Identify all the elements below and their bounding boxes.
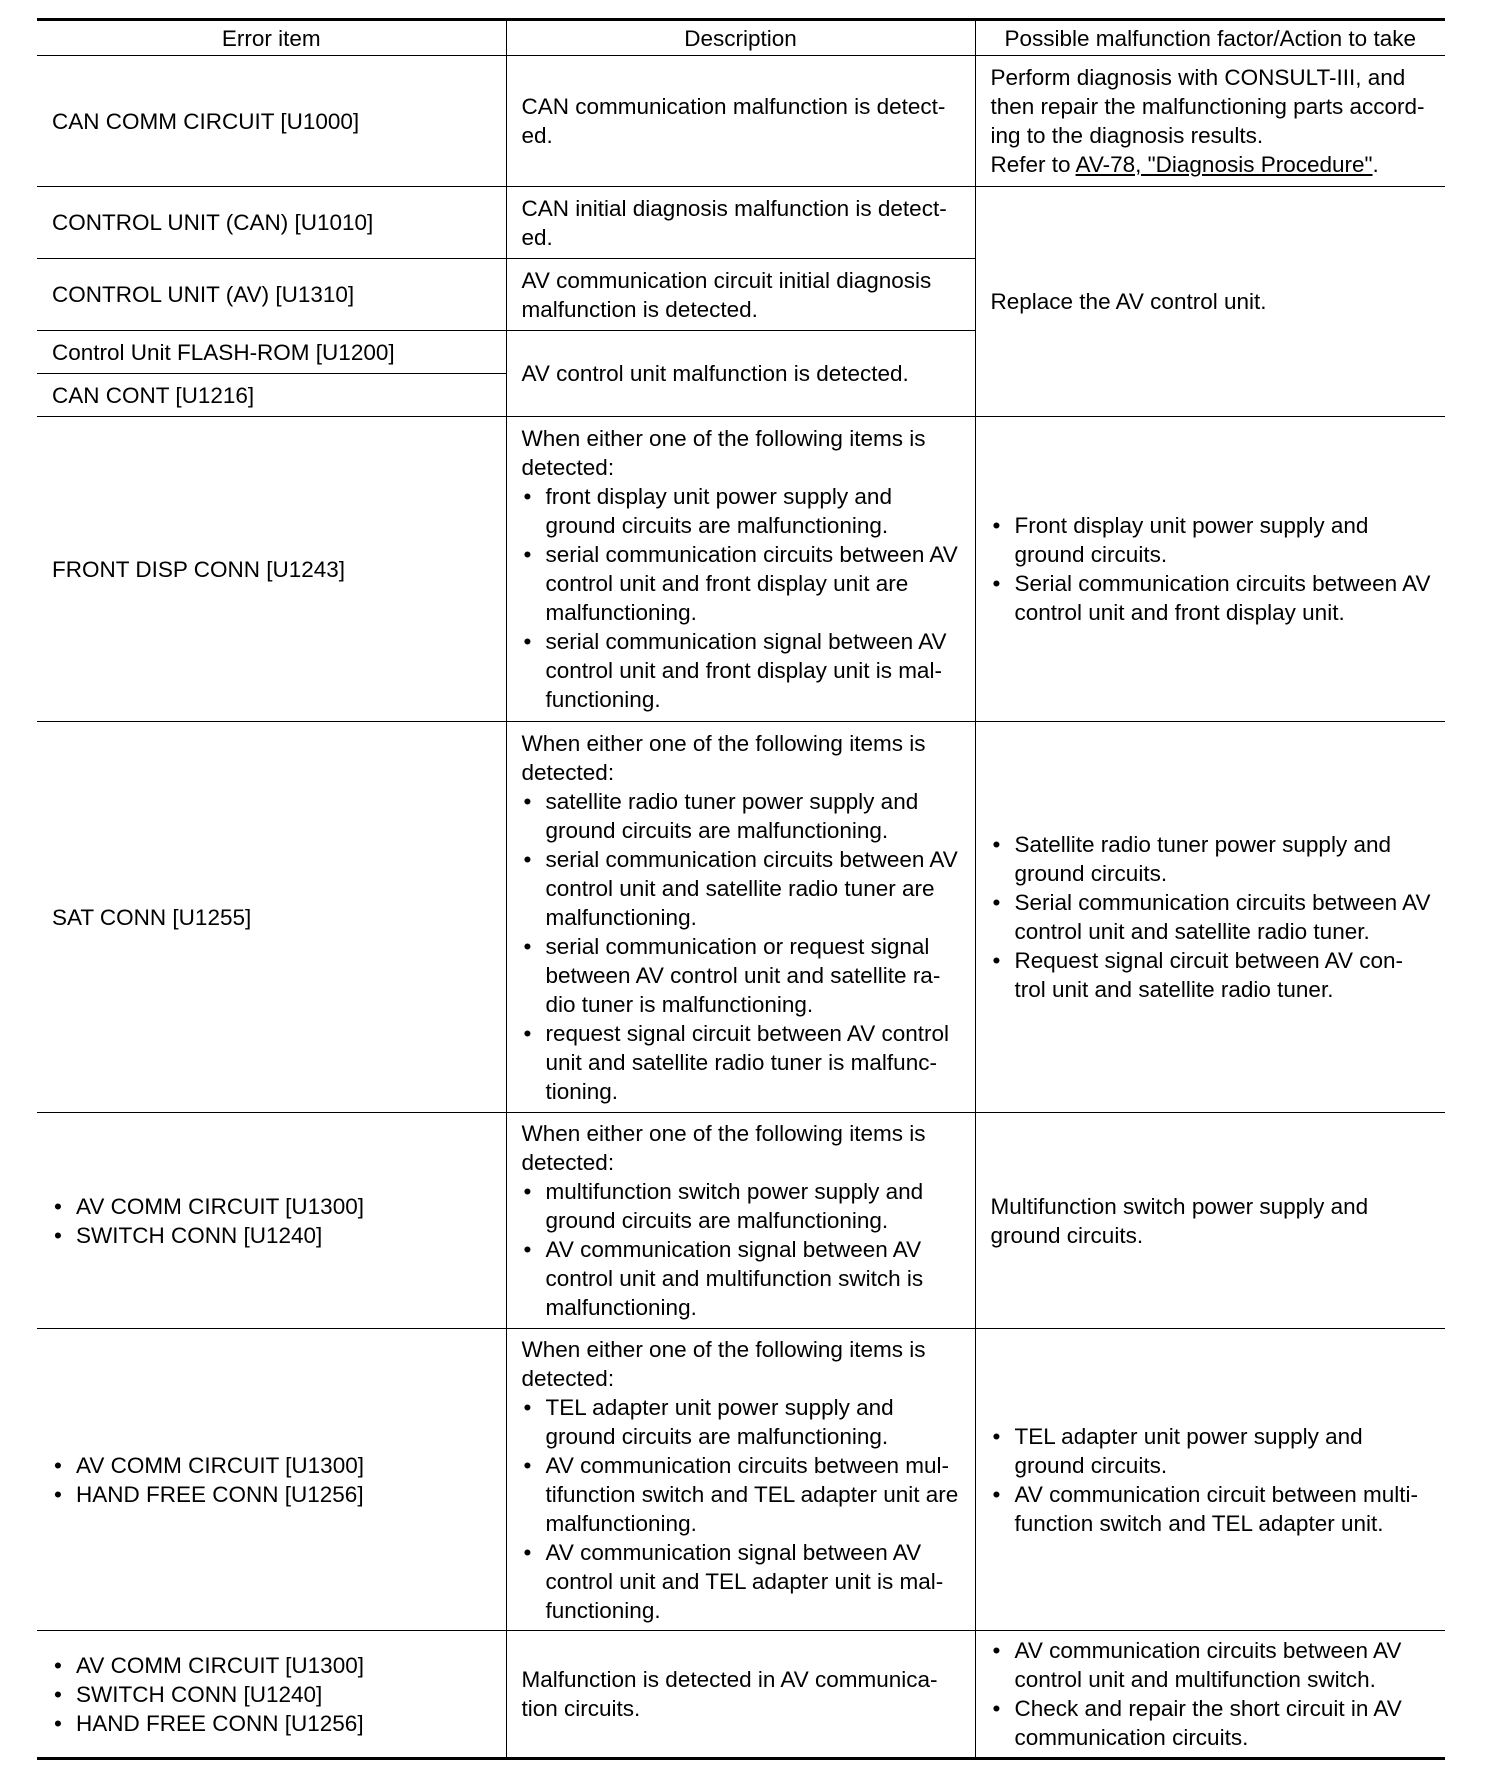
header-action: Possible malfunction factor/Action to take [975, 20, 1445, 56]
action-cell [975, 56, 1445, 187]
description-intro: When either one of the following items is detected: [521, 426, 926, 480]
action-list [991, 830, 1434, 1004]
description-list [522, 1393, 963, 1625]
error-item-cell: CAN CONT [U1216] [37, 374, 506, 417]
action-cell: Replace the AV control unit. [975, 187, 1445, 417]
list-item: • AV COMM CIRCUIT [U1300] [52, 1451, 494, 1480]
list-item: • front display unit power supply and ground circuits are malfunctioning. [522, 482, 963, 540]
description-intro: When either one of the following items is detected: [521, 1336, 926, 1391]
header-error-item: Error item [37, 20, 506, 56]
list-item: • SWITCH CONN [U1240] [52, 1221, 494, 1250]
action-list [991, 1422, 1434, 1538]
table-row [37, 417, 1445, 722]
table-row [37, 1113, 1445, 1329]
list-item: • Request signal circuit between AV con-trol unit and satellite radio tuner. [991, 946, 1434, 1004]
list-item: • AV communication signal between AV control unit and multifunction switch is malfunctioning. [522, 1235, 963, 1322]
description-cell [506, 1113, 975, 1329]
description-cell: Malfunction is detected in AV communica-tion circuits. [506, 1631, 975, 1759]
action-cell [975, 722, 1445, 1113]
list-item: • SWITCH CONN [U1240] [52, 1680, 494, 1709]
table-row [37, 722, 1445, 1113]
list-item: • HAND FREE CONN [U1256] [52, 1709, 494, 1738]
description-cell [506, 722, 975, 1113]
action-cell: Multifunction switch power supply and ground circuits. [975, 1113, 1445, 1329]
list-item: • serial communication signal between AV control unit and front display unit is mal-functioning. [522, 627, 963, 714]
list-item: • satellite radio tuner power supply and ground circuits are malfunctioning. [522, 787, 963, 845]
description-cell: CAN initial diagnosis malfunction is detect-ed. [506, 187, 975, 259]
description-cell: AV communication circuit initial diagnosis malfunction is detected. [506, 259, 975, 331]
list-item: • request signal circuit between AV control unit and satellite radio tuner is malfunc-tioning. [522, 1019, 963, 1106]
diagnosis-procedure-link[interactable]: AV-78, "Diagnosis Procedure" [1075, 152, 1373, 177]
description-intro: When either one of the following items is detected: [521, 730, 926, 785]
description-cell: CAN communication malfunction is detect-ed. [506, 56, 975, 187]
header-description: Description [506, 20, 975, 56]
description-cell: AV control unit malfunction is detected. [506, 331, 975, 417]
list-item: • AV communication signal between AV control unit and TEL adapter unit is mal-functioning. [522, 1538, 963, 1625]
description-cell [506, 1329, 975, 1631]
error-item-cell [37, 1329, 506, 1631]
list-item: • Satellite radio tuner power supply and ground circuits. [991, 830, 1434, 888]
list-item: • TEL adapter unit power supply and ground circuits. [991, 1422, 1434, 1480]
description-list [522, 1177, 963, 1322]
table-row [37, 1329, 1445, 1631]
refer-prefix: Refer to [990, 152, 1076, 177]
list-item: • Serial communication circuits between AV control unit and satellite radio tuner. [991, 888, 1434, 946]
action-cell [975, 417, 1445, 722]
list-item: • Serial communication circuits between AV control unit and front display unit. [991, 569, 1434, 627]
list-item: • Check and repair the short circuit in AV communication circuits. [991, 1694, 1434, 1752]
error-list [52, 1651, 494, 1738]
list-item: • HAND FREE CONN [U1256] [52, 1480, 494, 1509]
list-item: • serial communication or request signal between AV control unit and satellite ra-dio tuner is malfunctioning. [522, 932, 963, 1019]
action-line: ing to the diagnosis results. [990, 123, 1264, 148]
list-item: • AV communication circuits between mul-tifunction switch and TEL adapter unit are malfunctioning. [522, 1451, 963, 1538]
action-list [991, 511, 1434, 627]
error-item-cell [37, 1113, 506, 1329]
list-item: • AV COMM CIRCUIT [U1300] [52, 1192, 494, 1221]
list-item: • AV communication circuit between multi-function switch and TEL adapter unit. [991, 1480, 1434, 1538]
list-item: • serial communication circuits between AV control unit and front display unit are malfunctioning. [522, 540, 963, 627]
error-item-cell: CONTROL UNIT (AV) [U1310] [37, 259, 506, 331]
list-item: • TEL adapter unit power supply and ground circuits are malfunctioning. [522, 1393, 963, 1451]
error-item-cell [37, 1631, 506, 1759]
description-list [522, 787, 963, 1106]
error-item-cell: SAT CONN [U1255] [37, 722, 506, 1113]
list-item: • Front display unit power supply and ground circuits. [991, 511, 1434, 569]
error-list [52, 1192, 494, 1250]
refer-line [991, 150, 1434, 179]
description-list [522, 482, 963, 714]
list-item: • AV COMM CIRCUIT [U1300] [52, 1651, 494, 1680]
list-item: • multifunction switch power supply and ground circuits are malfunctioning. [522, 1177, 963, 1235]
action-line: Perform diagnosis with CONSULT-III, and [990, 65, 1406, 90]
error-table [37, 18, 1445, 1760]
action-line: then repair the malfunctioning parts accord- [990, 94, 1425, 119]
refer-suffix: . [1372, 152, 1379, 177]
action-cell [975, 1329, 1445, 1631]
list-item: • serial communication circuits between AV control unit and satellite radio tuner are malfunctioning. [522, 845, 963, 932]
action-cell [975, 1631, 1445, 1759]
error-item-cell: Control Unit FLASH-ROM [U1200] [37, 331, 506, 374]
table-row [37, 187, 1445, 259]
table-header-row [37, 20, 1445, 56]
table-row [37, 1631, 1445, 1759]
action-list [991, 1636, 1434, 1752]
description-cell [506, 417, 975, 722]
table-row [37, 56, 1445, 187]
error-item-cell: CONTROL UNIT (CAN) [U1010] [37, 187, 506, 259]
list-item: • AV communication circuits between AV control unit and multifunction switch. [991, 1636, 1434, 1694]
description-intro: When either one of the following items is detected: [521, 1121, 926, 1175]
error-item-cell: FRONT DISP CONN [U1243] [37, 417, 506, 722]
error-item-cell: CAN COMM CIRCUIT [U1000] [37, 56, 506, 187]
error-list [52, 1451, 494, 1509]
